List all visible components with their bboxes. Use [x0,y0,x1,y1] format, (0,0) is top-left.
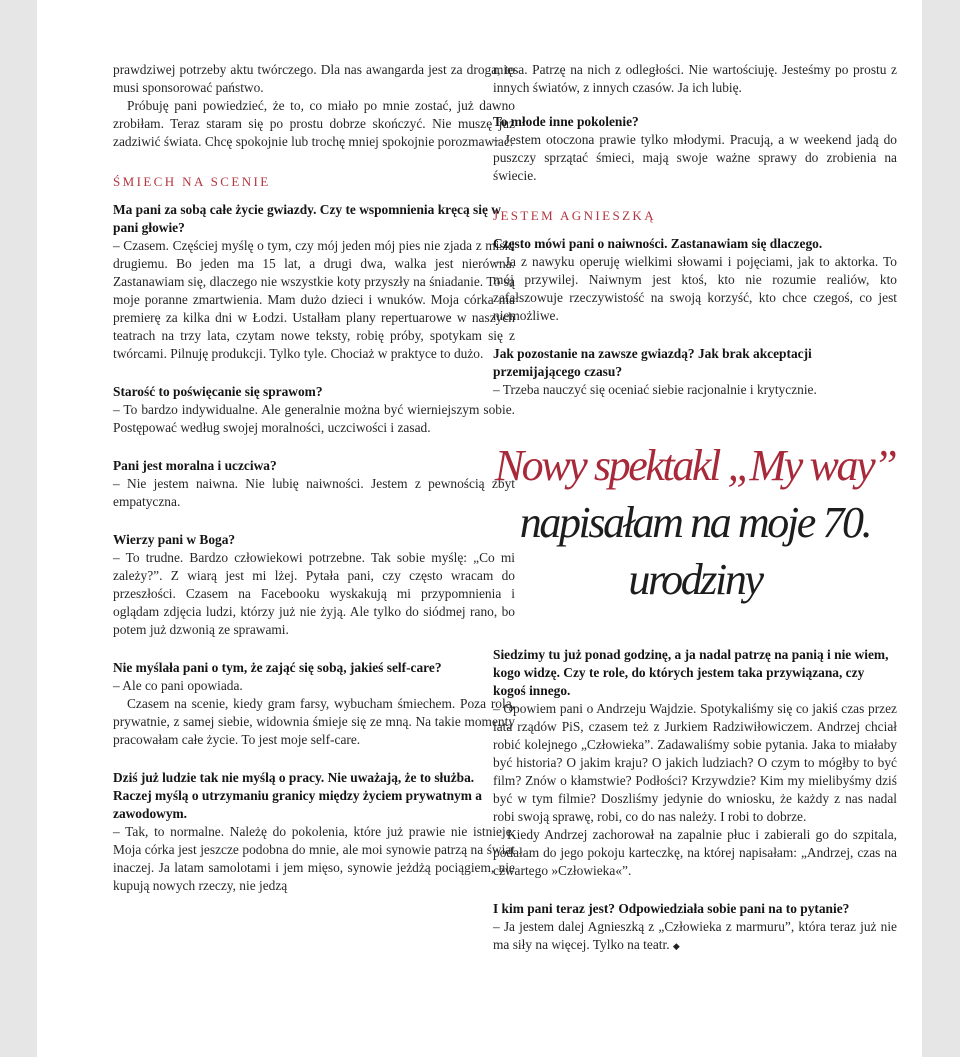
interview-question: Siedzimy tu już ponad godzinę, a ja nadal patrzę na panią i nie wiem, kogo widzę. Czy te role, do których jestem taka przywiązana, czy kogoś innego. [493,647,889,698]
paragraph: prawdziwej potrzeby aktu twórczego. Dla nas awangarda jest za droga, to musi sponsorować państwo. [113,62,515,95]
end-mark-icon: ◆ [672,941,680,951]
interview-answer: – Tak, to normalne. Należę do pokolenia, które już prawie nie istnieje. Moja córka jest jeszcze podobna do mnie, ale moi synowie patrzą na świat inaczej. Ja latam samolotami i jem mięso, synowie jeżdżą pociągiem, nie kupują nowych rzeczy, nie jedzą [113,824,515,893]
paragraph: Próbuję pani powiedzieć, że to, co miało po mnie zostać, już dawno zrobiłam. Teraz staram się po prostu dobrze skończyć. Nie muszę już zadziwić świata. Chcę spokojnie lub trochę mniej spokojnie porozmawiać. [113,98,515,149]
interview-answer: – Opowiem pani o Andrzeju Wajdzie. Spotykaliśmy się co jakiś czas przez lata rządów PiS, czasem też z Jurkiem Radziwiłowiczem. Andrzej chciał robić kolejnego „Człowieka”. Zadawaliśmy sobie pytania. Jaka to miałaby być historia? O jakim kraju? O jakich ludziach? O czym to mógłby to być film? Znów o kłamstwie? Podłości? Krzywdzie? Kim my mielibyśmy dziś być w tym filmie? Doszliśmy jedynie do wniosku, że każdy z nas nadal robi swoją sprawę, robi, co do nas należy. I robi to dobrze. [493,701,897,824]
section-heading: ŚMIECH NA SCENIE [113,174,271,189]
paragraph: mięsa. Patrzę na nich z odległości. Nie wartościuję. Jesteśmy po prostu z innych światów, z innych czasów. Ja ich lubię. [493,62,897,95]
interview-question: To młode inne pokolenie? [493,114,639,129]
interview-answer: Kiedy Andrzej zachorował na zapalnie płuc i zabierali go do szpitala, podałam do jego pokoju karteczkę, na której napisałam: „Andrzej, czas na czwartego »Człowieka«”. [493,827,897,878]
interview-answer: – Czasem. Częściej myślę o tym, czy mój jeden mój pies nie zjada z miski drugiemu. Bo jeden ma 15 lat, a drugi dwa, walka jest nierówna. Zastanawiam się, dlaczego nie wszystkie koty przyszły na śniadanie. To są moje poranne zmartwienia. Mam dużo dzieci i wnuków. Moja córka ma premierę za kilka dni w Łodzi. Ustalłam plany repertuarowe w naszych teatrach na trzy lata, czytam nowe teksty, robię próby, spotykam się z twórcami. Pilnuję produkcji. Tylko tyle. Chociaż w praktyce to dużo. [113,238,515,361]
interview-question: Pani jest moralna i uczciwa? [113,458,277,473]
answer-text: – Ja jestem dalej Agnieszką z „Człowieka z marmuru”, która teraz już nie ma siły na więcej. Tylko na teatr. [493,919,897,952]
interview-question: Często mówi pani o naiwności. Zastanawiam się dlaczego. [493,236,823,251]
interview-answer: – To trudne. Bardzo człowiekowi potrzebne. Tak sobie myślę: „Co mi zależy?”. Z wiarą jest mi lżej. Pytała pani, czy często wracam do przeszłości. Czasem na Facebooku wyskakują mi przypomnienia i oglądam zdjęcia ludzi, którzy już nie żyją. Ale tylko do siódmej rano, bo potem już dzwonią ze sprawami. [113,550,515,637]
interview-question: Wierzy pani w Boga? [113,532,236,547]
left-column [113,61,515,895]
interview-question: Jak pozostanie na zawsze gwiazdą? Jak brak akceptacji przemijającego czasu? [493,346,812,379]
right-column [493,61,897,399]
interview-answer: – Ale co pani opowiada. [113,678,243,693]
interview-answer [493,918,897,955]
interview-answer: – Trzeba nauczyć się oceniać siebie racjonalnie i krytycznie. [493,382,817,397]
interview-answer: – To bardzo indywidualne. Ale generalnie można być wierniejszym sobie. Postępować według swojej moralności, uczciwości i zasad. [113,402,515,435]
pull-quote [493,437,897,608]
interview-answer: – Ja z nawyku operuję wielkimi słowami i pojęciami, jak to aktorka. To mój przywilej. Naiwnym jest ktoś, kto nie rozumie realiów, kto zafałszowuje rzeczywistość na swoją korzyść, kto chce czegoś, co jest niemożliwe. [493,254,897,323]
interview-answer: – Nie jestem naiwna. Nie lubię naiwności. Jestem z pewnością zbyt empatyczna. [113,476,515,509]
pull-quote-highlight: Nowy spektakl „My way” [494,441,896,490]
interview-question: Starość to poświęcanie się sprawom? [113,384,323,399]
interview-question: Dziś już ludzie tak nie myślą o pracy. Nie uważają, że to służba. Raczej myślą o utrzymaniu granicy między życiem prywatnym a zawodowym. [113,770,482,821]
magazine-page [37,0,922,1057]
interview-question: I kim pani teraz jest? Odpowiedziała sobie pani na to pytanie? [493,901,850,916]
right-column-lower [493,646,897,955]
interview-question: Nie myślała pani o tym, że zająć się sobą, jakieś self-care? [113,660,442,675]
interview-answer: Czasem na scenie, kiedy gram farsy, wybucham śmiechem. Poza rolą, prywatnie, z samej siebie, widownia śmieje się ze mną. Na takie momenty pracowałam całe życie. To jest moje self-care. [113,696,515,747]
interview-question: Ma pani za sobą całe życie gwiazdy. Czy te wspomnienia kręcą się w pani głowie? [113,202,501,235]
section-heading: JESTEM AGNIESZKĄ [493,208,656,223]
pull-quote-text: napisałam na moje 70. urodziny [519,498,871,604]
interview-answer: – Jestem otoczona prawie tylko młodymi. Pracują, a w weekend jadą do puszczy sprzątać śmieci, mają swoje ważne sprawy do zrobienia na świecie. [493,132,897,183]
